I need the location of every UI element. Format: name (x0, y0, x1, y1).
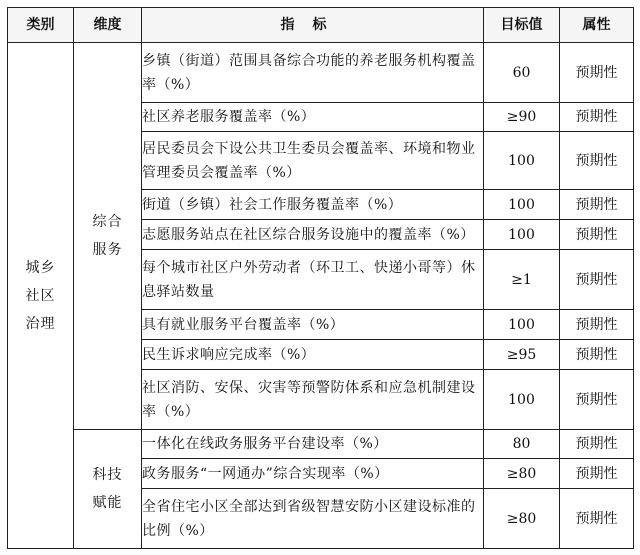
indicator-cell: 每个城市社区户外劳动者（环卫工、快递小哥等）休息驿站数量 (142, 250, 484, 310)
category-cell (8, 43, 74, 549)
indicator-cell: 街道（乡镇）社会工作服务覆盖率（%） (142, 190, 484, 220)
indicator-table (7, 7, 634, 549)
indicator-cell: 全省住宅小区全部达到省级智慧安防小区建设标准的比例（%） (142, 489, 484, 549)
dimension-label: 科技赋能 (92, 467, 123, 511)
indicator-cell: 民生诉求响应完成率（%） (142, 340, 484, 370)
indicator-cell: 志愿服务站点在社区综合服务设施中的覆盖率（%） (142, 220, 484, 250)
attribute-cell: 预期性 (560, 132, 634, 190)
indicator-cell: 社区养老服务覆盖率（%） (142, 103, 484, 132)
dimension-label: 综合服务 (92, 214, 123, 258)
target-cell: ≥80 (484, 489, 560, 549)
target-cell: 100 (484, 370, 560, 430)
attribute-cell: 预期性 (560, 489, 634, 549)
dimension-cell (74, 430, 142, 549)
attribute-cell: 预期性 (560, 459, 634, 489)
indicator-cell: 乡镇（街道）范围具备综合功能的养老服务机构覆盖率（%） (142, 43, 484, 103)
target-cell: 100 (484, 132, 560, 190)
header-attribute: 属性 (560, 8, 634, 43)
table-row (8, 43, 634, 103)
target-cell: ≥1 (484, 250, 560, 310)
indicator-cell: 具有就业服务平台覆盖率（%） (142, 310, 484, 340)
header-target: 目标值 (484, 8, 560, 43)
attribute-cell: 预期性 (560, 43, 634, 103)
attribute-cell: 预期性 (560, 430, 634, 459)
category-label: 城乡社区治理 (25, 259, 56, 332)
attribute-cell: 预期性 (560, 103, 634, 132)
attribute-cell: 预期性 (560, 340, 634, 370)
header-category: 类别 (8, 8, 74, 43)
target-cell: 100 (484, 190, 560, 220)
target-cell: ≥95 (484, 340, 560, 370)
header-row (8, 8, 634, 43)
target-cell: ≥90 (484, 103, 560, 132)
target-cell: 80 (484, 430, 560, 459)
dimension-cell (74, 43, 142, 430)
target-cell: 60 (484, 43, 560, 103)
header-dimension: 维度 (74, 8, 142, 43)
attribute-cell: 预期性 (560, 190, 634, 220)
indicator-cell: 一体化在线政务服务平台建设率（%） (142, 430, 484, 459)
target-cell: 100 (484, 220, 560, 250)
table-row (8, 430, 634, 459)
indicator-cell: 社区消防、安保、灾害等预警防体系和应急机制建设率（%） (142, 370, 484, 430)
indicator-cell: 居民委员会下设公共卫生委员会覆盖率、环境和物业管理委员会覆盖率（%） (142, 132, 484, 190)
attribute-cell: 预期性 (560, 250, 634, 310)
attribute-cell: 预期性 (560, 370, 634, 430)
indicator-cell: 政务服务“一网通办”综合实现率（%） (142, 459, 484, 489)
attribute-cell: 预期性 (560, 310, 634, 340)
target-cell: 100 (484, 310, 560, 340)
header-indicator: 指标 (142, 8, 484, 43)
target-cell: ≥80 (484, 459, 560, 489)
attribute-cell: 预期性 (560, 220, 634, 250)
